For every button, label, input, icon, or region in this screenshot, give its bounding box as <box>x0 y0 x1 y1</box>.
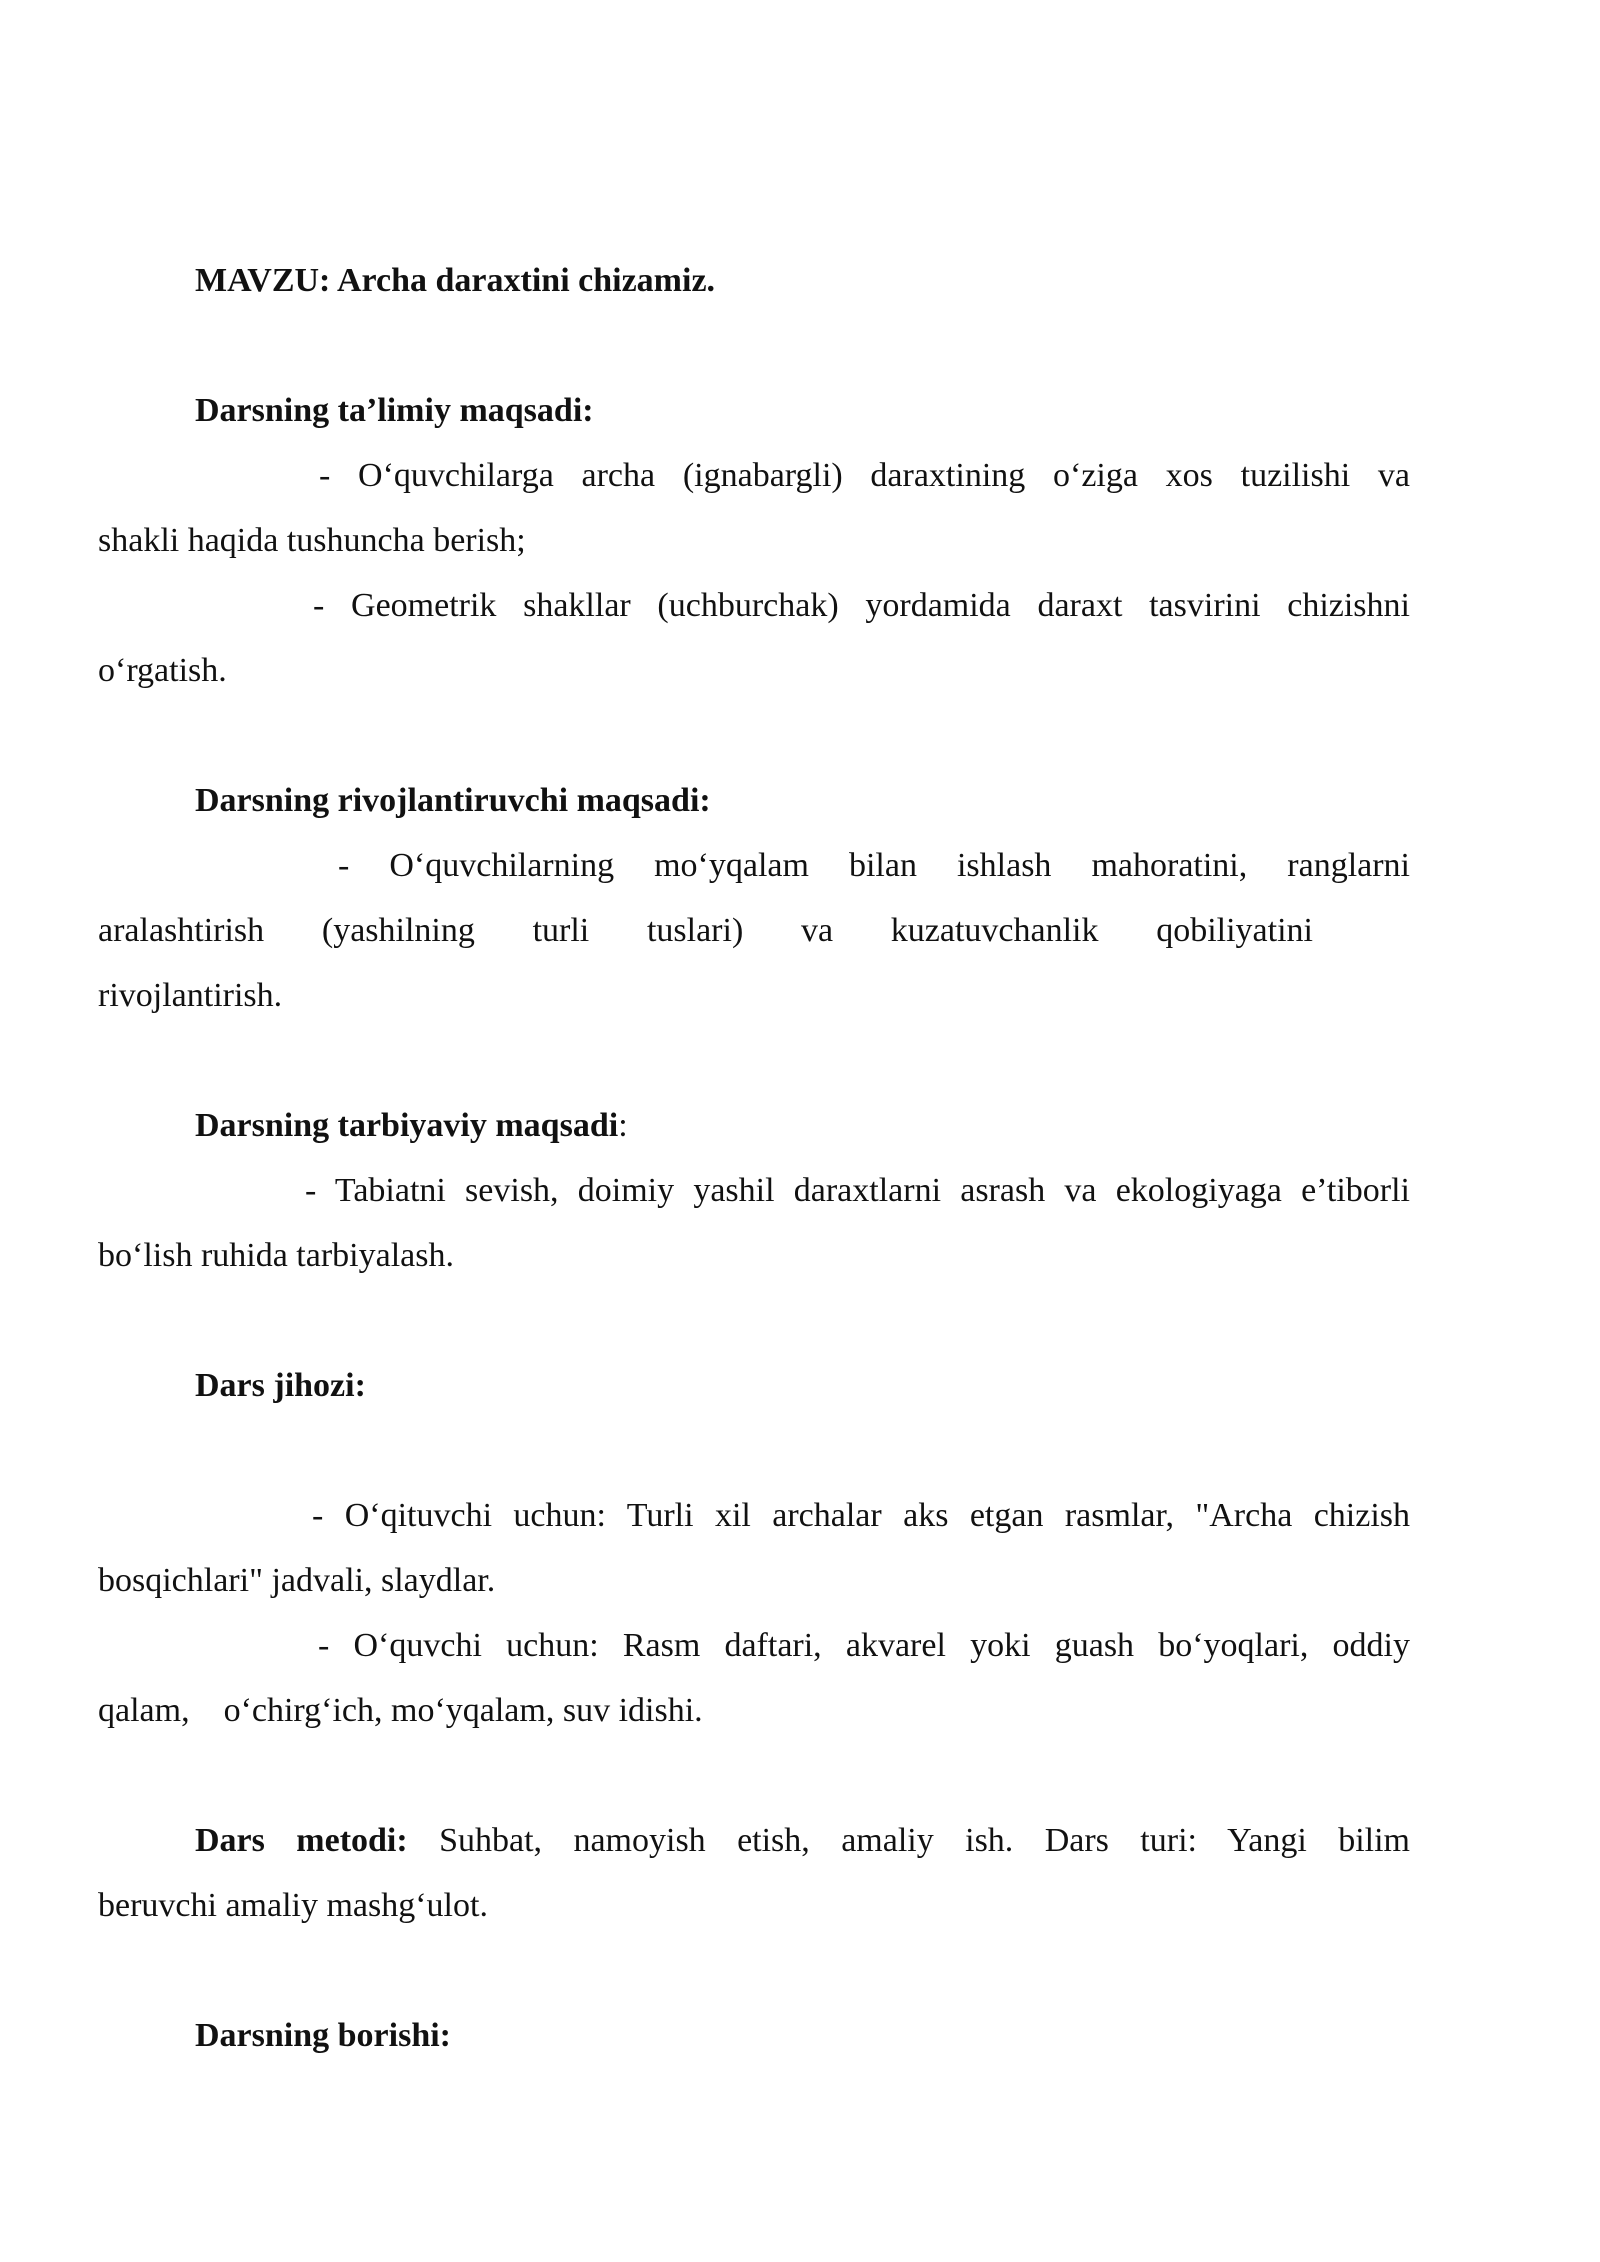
spacer <box>195 1288 1410 1353</box>
heading-jihoz: Dars jihozi: <box>195 1367 366 1404</box>
metod-text-line1: Suhbat, namoyish etish, amaliy ish. Dars turi: Yangi bilim <box>407 1822 1410 1859</box>
heading-rivojlantiruvchi: Darsning rivojlantiruvchi maqsadi: <box>195 782 711 819</box>
spacer <box>195 1418 1410 1483</box>
rivojlantiruvchi-line1: - O‘quvchilarning mo‘yqalam bilan ishlash mahoratini, ranglarni <box>338 847 1410 884</box>
document-title: MAVZU: Archa daraxtini chizamiz. <box>195 262 716 299</box>
heading-tarbiyaviy-text: Darsning tarbiyaviy maqsadi <box>195 1107 619 1144</box>
spacer <box>195 1938 1410 2003</box>
talimiy-item2-line2: o‘rgatish. <box>98 652 227 689</box>
spacer <box>195 703 1410 768</box>
jihoz-teacher-line2: bosqichlari" jadvali, slaydlar. <box>98 1562 496 1599</box>
tarbiyaviy-line2: bo‘lish ruhida tarbiyalash. <box>98 1237 454 1274</box>
heading-tarbiyaviy-colon: : <box>618 1107 628 1144</box>
rivojlantiruvchi-line2: aralashtirish (yashilning turli tuslari) va kuzatuvchanlik qobiliyatini <box>98 912 1313 949</box>
talimiy-item2-line1: - Geometrik shakllar (uchburchak) yordamida daraxt tasvirini chizishni <box>313 587 1410 624</box>
rivojlantiruvchi-line3: rivojlantirish. <box>98 977 283 1014</box>
metod-line2: beruvchi amaliy mashg‘ulot. <box>98 1887 488 1924</box>
jihoz-teacher-line1: - O‘qituvchi uchun: Turli xil archalar aks etgan rasmlar, "Archa chizish <box>312 1497 1410 1534</box>
jihoz-student-line2: qalam, o‘chirg‘ich, mo‘yqalam, suv idishi. <box>98 1692 703 1729</box>
heading-tarbiyaviy <box>195 1093 1410 1158</box>
heading-talimiy: Darsning ta’limiy maqsadi: <box>195 392 594 429</box>
spacer <box>195 313 1410 378</box>
talimiy-item1-line2: shakli haqida tushuncha berish; <box>98 522 526 559</box>
metod-label: Dars metodi: <box>195 1822 408 1859</box>
spacer <box>195 1743 1410 1808</box>
tarbiyaviy-line1: - Tabiatni sevish, doimiy yashil daraxtlarni asrash va ekologiyaga e’tiborli <box>305 1172 1410 1209</box>
spacer <box>195 1028 1410 1093</box>
document-body <box>98 248 1410 2068</box>
talimiy-item1-line1: - O‘quvchilarga archa (ignabargli) daraxtining o‘ziga xos tuzilishi va <box>319 457 1410 494</box>
jihoz-student-line1: - O‘quvchi uchun: Rasm daftari, akvarel yoki guash bo‘yoqlari, oddiy <box>318 1627 1410 1664</box>
metod-line1 <box>195 1808 1410 1873</box>
heading-borishi: Darsning borishi: <box>195 2017 451 2054</box>
